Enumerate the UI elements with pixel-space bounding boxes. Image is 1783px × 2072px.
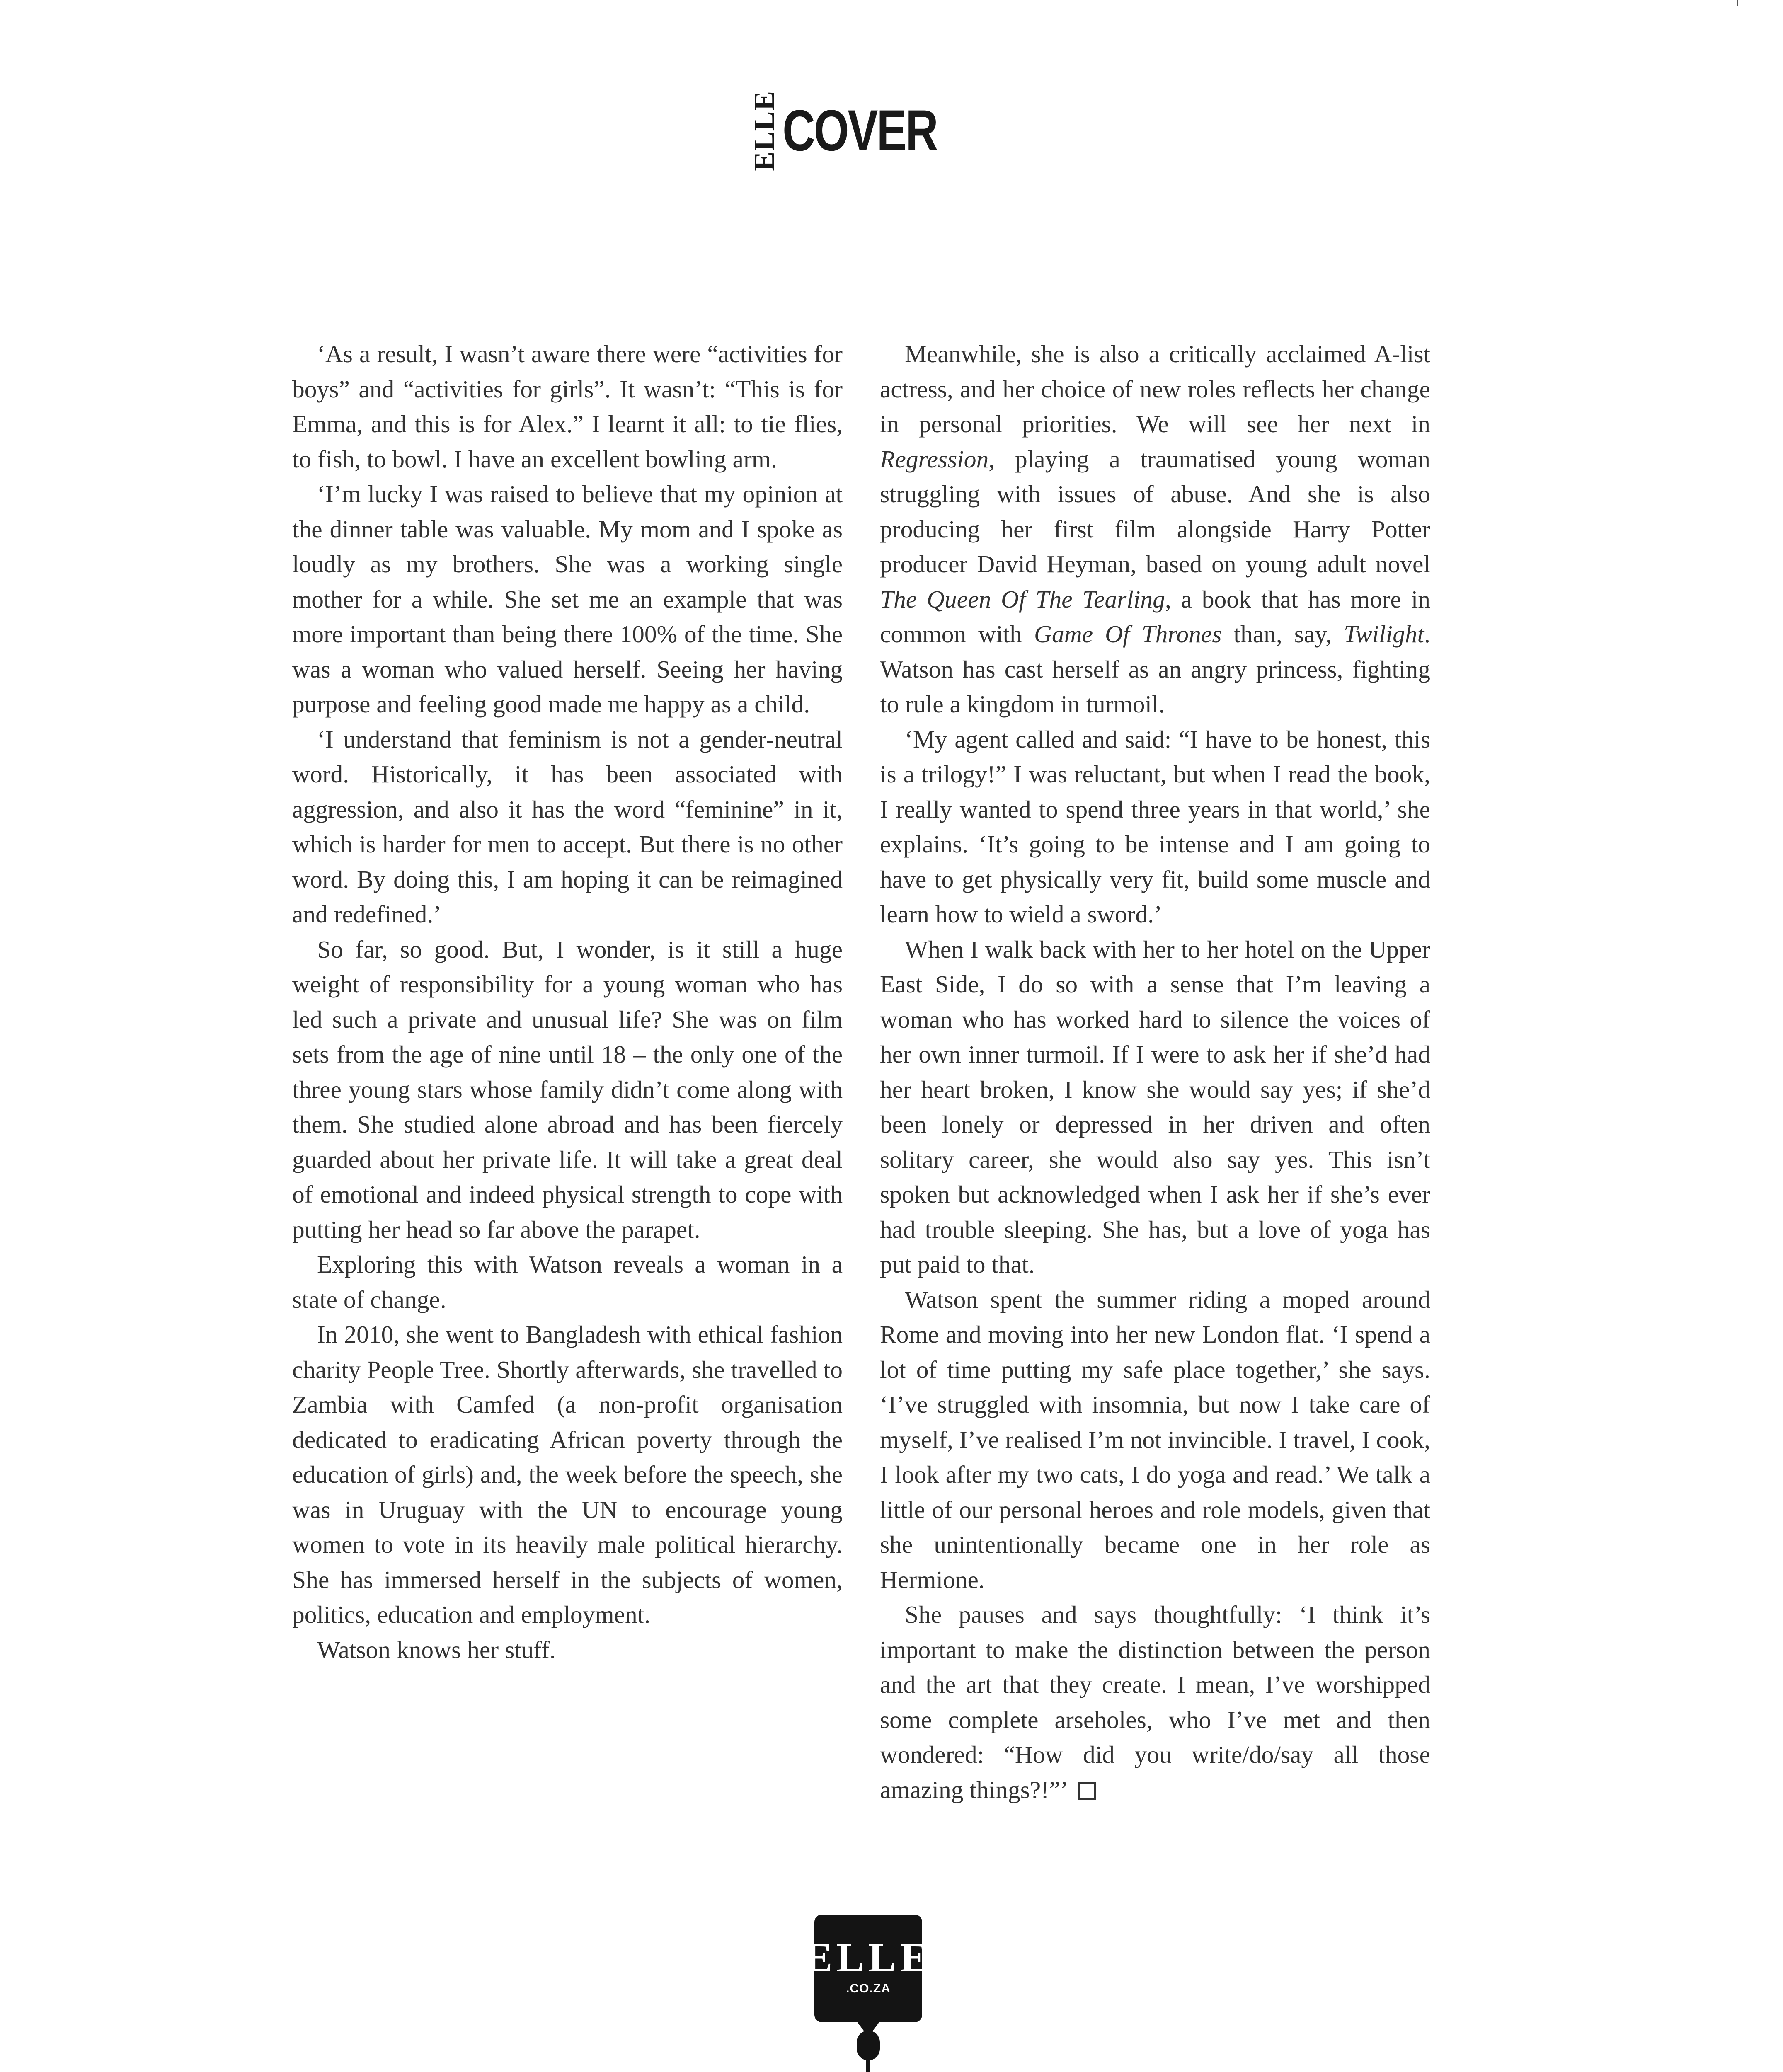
paragraph: Exploring this with Watson reveals a woman in a state of change. [292,1251,843,1313]
end-mark-icon [1078,1782,1096,1800]
paragraph: Watson knows her stuff. [317,1636,556,1663]
paragraph: ‘I’m lucky I was raised to believe that my opinion at the dinner table was valuable. My mom and I spoke as loudly as my brothers. She was a working single mother for a while. She set me an example that was more important than being there 100% of the time. She was a woman who valued herself. Seeing her having purpose and feeling good made me happy as a child. [292,480,843,718]
text-run: , a book that has more in common with [880,585,1430,648]
article-column-right [880,336,1430,1807]
pin-stem [866,2057,870,2072]
paragraph: ‘My agent called and said: “I have to be honest, this is a trilogy!” I was reluctant, but when I read the book, I really wanted to spend three years in that world,’ she explains. ‘It’s going to be intense and I am going to have to get physically very fit, build some muscle and learn how to wield a sword.’ [880,725,1430,928]
elle-online-pin-logo [804,1915,932,2072]
paragraph [880,1597,1430,1807]
paragraph: ‘I understand that feminism is not a gender-neutral word. Historically, it has been associated with aggression, and also it has the word “feminine” in it, which is harder for men to accept. But there is no other word. By doing this, I am hoping it can be reimagined and redefined.’ [292,725,843,928]
paragraph: So far, so good. But, I wonder, is it still a huge weight of responsibility for a young woman who has led such a private and unusual life? She was on film sets from the age of nine until 18 – the only one of the three young stars whose family didn’t come along with them. She studied alone abroad and has been fiercely guarded about her private life. It will take a great deal of emotional and indeed physical strength to cope with putting her head so far above the parapet. [292,935,843,1243]
film-title: Regression [880,445,989,473]
paragraph [880,336,1430,722]
section-title: COVER [782,98,937,163]
text-run: Meanwhile, she is also a critically acclaimed A-list actress, and her choice of new roles reflects her change in personal priorities. We will see her next in [880,340,1430,438]
elle-wordmark: ELLE [749,90,780,171]
section-header [749,90,981,171]
text-run: She pauses and says thoughtfully: ‘I think it’s important to make the distinction between the person and the art that they create. I mean, I’ve worshipped some complete arseholes, who I’ve met and then wondered: “How did you write/do/say all those amazing things?!”’ [880,1601,1430,1803]
corner-crop-mark [1737,0,1738,6]
text-run: than, say, [1221,620,1344,648]
paragraph: In 2010, she went to Bangladesh with ethical fashion charity People Tree. Shortly afterwards, she travelled to Zambia with Camfed (a non-profit organisation dedicated to eradicating African poverty through the education of girls) and, the week before the speech, she was in Uruguay with the UN to encourage young women to vote in its heavily male political hierarchy. She has immersed herself in the subjects of women, politics, education and employment. [292,1321,843,1628]
pin-logo-box [804,1915,932,2022]
paragraph: Watson spent the summer riding a moped around Rome and moving into her new London flat. ‘I spend a lot of time putting my safe place together,’ she says. ‘I’ve struggled with insomnia, but now I take care of myself, I’ve realised I’m not invincible. I travel, I cook, I look after my two cats, I do yoga and read.’ We talk a little of our personal heroes and role models, given that she unintentionally became one in her role as Hermione. [880,1285,1430,1593]
pin-logo-brand: ELLE [804,1934,932,1980]
book-title: The Queen Of The Tearling [880,585,1165,613]
article-column-left [292,336,843,1667]
film-title: Twilight [1344,620,1424,648]
paragraph: ‘As a result, I wasn’t aware there were “activities for boys” and “activities for girls”. It wasn’t: “This is for Emma, and this is for Alex.” I learnt it all: to tie flies, to fish, to bowl. I have an excellent bowling arm. [292,340,843,473]
pin-bulb [857,2031,880,2060]
text-run: . Watson has cast herself as an angry princess, fighting to rule a kingdom in turmoil. [880,620,1431,718]
pin-logo-domain: .CO.ZA [846,1982,891,1995]
text-run: , playing a traumatised young woman struggling with issues of abuse. And she is also producing her first film alongside Harry Potter producer David Heyman, based on young adult novel [880,445,1430,578]
paragraph: When I walk back with her to her hotel on the Upper East Side, I do so with a sense that I’m leaving a woman who has worked hard to silence the voices of her own inner turmoil. If I were to ask her if she’d had her heart broken, I know she would say yes; if she’d been lonely or depressed in her driven and often solitary career, she would also say yes. This isn’t spoken but acknowledged when I ask her if she’s ever had trouble sleeping. She has, but a love of yoga has put paid to that. [880,935,1430,1278]
show-title: Game Of Thrones [1034,620,1222,648]
